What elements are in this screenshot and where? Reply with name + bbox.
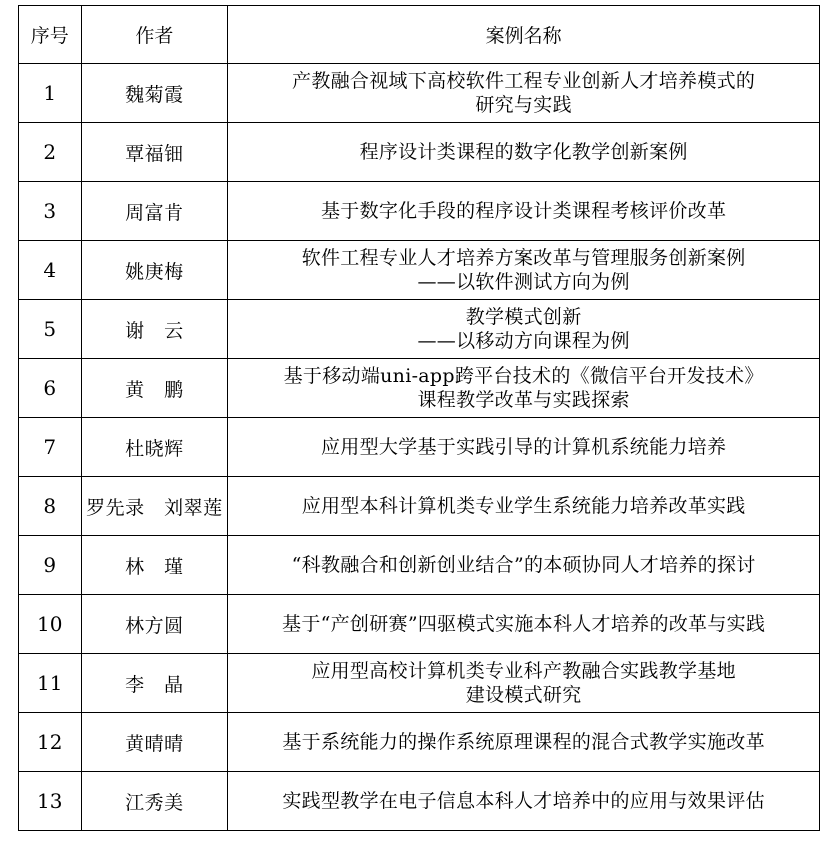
row-number: 13 xyxy=(19,772,82,831)
row-number: 9 xyxy=(19,536,82,595)
row-number: 10 xyxy=(19,595,82,654)
case-title-line: 软件工程专业人才培养方案改革与管理服务创新案例 xyxy=(301,247,746,269)
header-case-title: 案例名称 xyxy=(228,6,820,64)
case-title-line: 教学模式创新 xyxy=(465,306,582,328)
header-number: 序号 xyxy=(19,6,82,64)
row-author: 林方圆 xyxy=(81,595,228,654)
row-case-title xyxy=(228,595,820,654)
table-row xyxy=(19,772,820,831)
case-title-line: 应用型高校计算机类专业科产教融合实践教学基地 xyxy=(311,660,736,682)
row-number: 2 xyxy=(19,123,82,182)
row-case-title xyxy=(228,64,820,123)
case-title-line: “科教融合和创新创业结合”的本硕协同人才培养的探讨 xyxy=(291,554,756,576)
row-author: 姚庚梅 xyxy=(81,241,228,300)
case-title-line: 建设模式研究 xyxy=(465,684,582,706)
case-title-line: 基于移动端uni-app跨平台技术的《微信平台开发技术》 xyxy=(283,365,764,387)
row-case-title xyxy=(228,241,820,300)
case-table xyxy=(18,5,820,831)
row-case-title xyxy=(228,654,820,713)
row-number: 6 xyxy=(19,359,82,418)
case-title-line: 基于“产创研赛”四驱模式实施本科人才培养的改革与实践 xyxy=(282,613,766,635)
header-author: 作者 xyxy=(81,6,228,64)
row-author: 魏菊霞 xyxy=(81,64,228,123)
row-author: 罗先录 刘翠莲 xyxy=(81,477,228,536)
header-row xyxy=(19,6,820,64)
row-number: 8 xyxy=(19,477,82,536)
row-case-title xyxy=(228,536,820,595)
row-author: 黄晴晴 xyxy=(81,713,228,772)
table-row xyxy=(19,64,820,123)
table-row xyxy=(19,123,820,182)
table-row xyxy=(19,536,820,595)
table-row xyxy=(19,418,820,477)
table-row xyxy=(19,477,820,536)
row-number: 12 xyxy=(19,713,82,772)
case-title-line: 研究与实践 xyxy=(475,94,572,116)
table-row xyxy=(19,713,820,772)
table-row xyxy=(19,182,820,241)
row-author: 谢 云 xyxy=(81,300,228,359)
row-case-title xyxy=(228,772,820,831)
row-author: 周富肯 xyxy=(81,182,228,241)
row-author: 覃福钿 xyxy=(81,123,228,182)
table-row xyxy=(19,595,820,654)
row-case-title xyxy=(228,123,820,182)
row-case-title xyxy=(228,300,820,359)
table-row xyxy=(19,241,820,300)
case-title-line: 课程教学改革与实践探索 xyxy=(417,389,630,411)
case-title-line: 应用型本科计算机类专业学生系统能力培养改革实践 xyxy=(301,495,746,517)
row-number: 3 xyxy=(19,182,82,241)
table-row xyxy=(19,654,820,713)
row-author: 黄 鹏 xyxy=(81,359,228,418)
row-number: 5 xyxy=(19,300,82,359)
row-number: 11 xyxy=(19,654,82,713)
case-title-line: ——以软件测试方向为例 xyxy=(417,271,630,293)
case-title-line: ——以移动方向课程为例 xyxy=(417,330,630,352)
row-number: 4 xyxy=(19,241,82,300)
case-title-line: 程序设计类课程的数字化教学创新案例 xyxy=(359,141,688,163)
row-case-title xyxy=(228,359,820,418)
case-title-line: 基于数字化手段的程序设计类课程考核评价改革 xyxy=(320,200,727,222)
case-title-line: 基于系统能力的操作系统原理课程的混合式教学实施改革 xyxy=(282,731,765,753)
row-case-title xyxy=(228,182,820,241)
case-rows xyxy=(19,64,820,831)
row-author: 江秀美 xyxy=(81,772,228,831)
row-case-title xyxy=(228,713,820,772)
row-case-title xyxy=(228,418,820,477)
table-row xyxy=(19,300,820,359)
case-title-line: 实践型教学在电子信息本科人才培养中的应用与效果评估 xyxy=(282,790,765,812)
row-number: 1 xyxy=(19,64,82,123)
table-row xyxy=(19,359,820,418)
row-author: 杜晓辉 xyxy=(81,418,228,477)
case-title-line: 应用型大学基于实践引导的计算机系统能力培养 xyxy=(320,436,727,458)
row-case-title xyxy=(228,477,820,536)
row-author: 林 瑾 xyxy=(81,536,228,595)
case-title-line: 产教融合视域下高校软件工程专业创新人才培养模式的 xyxy=(292,70,756,92)
row-author: 李 晶 xyxy=(81,654,228,713)
row-number: 7 xyxy=(19,418,82,477)
